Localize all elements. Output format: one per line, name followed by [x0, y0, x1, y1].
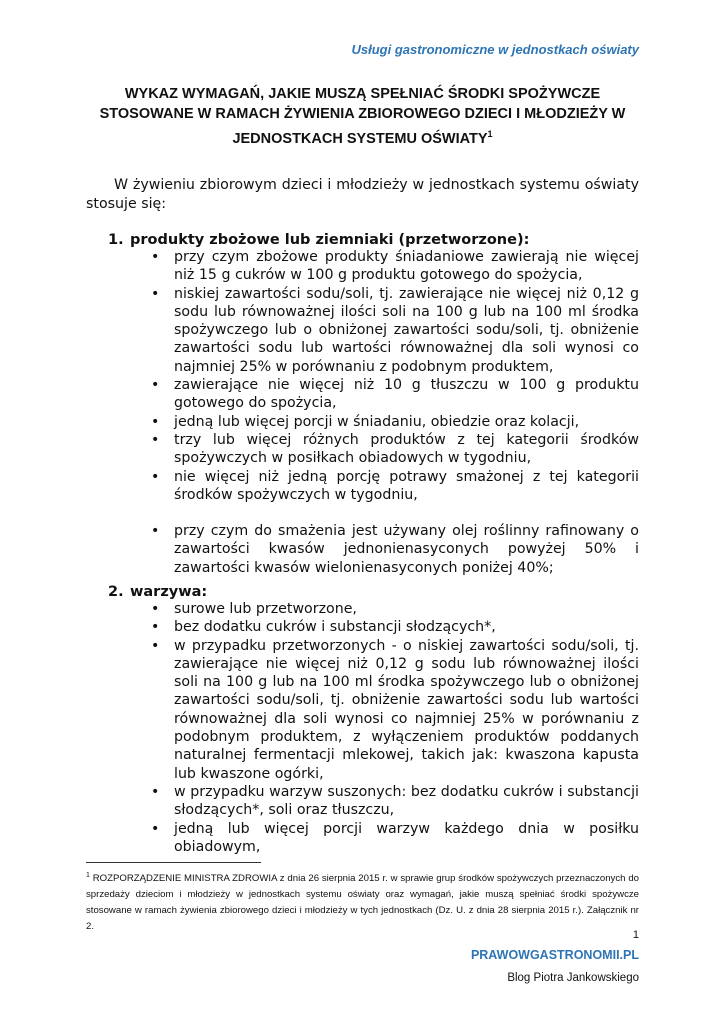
bullet-icon: • — [151, 468, 160, 485]
list-item: • nie więcej niż jedną porcję potrawy smażonej z tej kategorii środków spożywczych w tygodniu, — [151, 468, 639, 503]
footnote — [86, 868, 639, 935]
bullet-icon: • — [151, 783, 160, 800]
section-2-list — [148, 600, 639, 856]
list-item: • przy czym zbożowe produkty śniadaniowe zawierają nie więcej niż 15 g cukrów w 100 g produktu gotowego do spożycia, — [151, 249, 639, 284]
running-header: Usługi gastronomiczne w jednostkach oświaty — [351, 42, 639, 57]
bullet-icon: • — [151, 285, 160, 302]
list-item: • w przypadku warzyw suszonych: bez dodatku cukrów i substancji słodzących*, soli oraz tłuszczu, — [151, 783, 639, 819]
section-heading-text: produkty zbożowe lub ziemniaki (przetworzone): — [130, 232, 530, 248]
list-item: • jedną lub więcej porcji w śniadaniu, obiedzie oraz kolacji, — [151, 413, 580, 430]
page-number: 1 — [632, 929, 639, 941]
list-item: • jedną lub więcej porcji warzyw każdego dnia w posiłku obiadowym, — [151, 820, 639, 855]
section-heading-1 — [108, 231, 529, 249]
blog-caption: Blog Piotra Jankowskiego — [507, 972, 639, 984]
document-title — [86, 84, 639, 149]
intro-paragraph: W żywieniu zbiorowym dzieci i młodzieży w jednostkach systemu oświaty stosuje się: — [86, 177, 639, 212]
brand-link[interactable]: PRAWOWGASTRONOMII.PL — [470, 948, 639, 962]
list-item: • w przypadku przetworzonych - o niskiej zawartości sodu/soli, tj. zawierające nie więcej niż 0,12 g sodu lub równoważnej ilości soli na 100 g lub na 100 ml środka spożywczego lub o obniżonej zawartości sodu/soli, tj. obniżenie zawartości sodu lub wartości równoważnej dla soli wynosi co najmniej 25% w porównaniu z podobnym produktem, z wyłączeniem produktów poddanych naturalnej fermentacji mlekowej, takich jak: kwaszona kapusta lub kwaszone ogórki, — [151, 637, 639, 782]
section-number: 2. — [108, 584, 124, 600]
footnote-text: ROZPORZĄDZENIE MINISTRA ZDROWIA z dnia 26 sierpnia 2015 r. w sprawie grup środków spożywczych przeznaczonych do sprzedaży dzieciom i młodzieży w jednostkach systemu oświaty oraz wymagań, jakie muszą spełniać środki spożywcze stosowane w ramach żywienia zbiorowego dzieci i młodzieży w tych jednostkach (Dz. U. z dnia 28 sierpnia 2015 r.). Załącznik nr 2. — [86, 873, 639, 933]
bullet-icon: • — [151, 413, 160, 430]
list-item: • bez dodatku cukrów i substancji słodzących*, — [151, 619, 496, 636]
bullet-icon: • — [151, 249, 160, 265]
document-title-text: WYKAZ WYMAGAŃ, JAKIE MUSZĄ SPEŁNIAĆ ŚRODKI SPOŻYWCZE STOSOWANE W RAMACH ŻYWIENIA ZBIOROWEGO DZIECI I MŁODZIEŻY W JEDNOSTKACH SYSTEMU OŚWIATY — [99, 86, 626, 147]
bullet-icon: • — [151, 601, 160, 617]
list-item: • przy czym do smażenia jest używany olej roślinny rafinowany o zawartości kwasów jednonienasyconych powyżej 50% i zawartości kwasów wielonienasyconych poniżej 40%; — [151, 523, 639, 576]
section-heading-2 — [108, 583, 207, 601]
list-item: • zawierające nie więcej niż 10 g tłuszczu w 100 g produktu gotowego do spożycia, — [151, 377, 639, 412]
bullet-icon: • — [151, 377, 160, 394]
bullet-icon: • — [151, 523, 160, 540]
bullet-icon: • — [151, 637, 160, 654]
list-item: • niskiej zawartości sodu/soli, tj. zawierające nie więcej niż 0,12 g sodu lub równoważnej ilości soli na 100 g lub na 100 ml środka spożywczego lub o obniżonej zawartości sodu/soli, tj. obniżenie zawartości sodu lub wartości równoważnej dla soli wynosi co najmniej 25% w porównaniu z podobnym produktem, — [151, 285, 639, 375]
section-number: 1. — [108, 232, 124, 248]
list-item: • trzy lub więcej różnych produktów z tej kategorii środków spożywczych w posiłkach obiadowych w tygodniu, — [151, 431, 639, 467]
bullet-icon: • — [151, 619, 160, 636]
footnote-number: 1 — [86, 872, 90, 879]
list-item: • surowe lub przetworzone, — [151, 601, 357, 617]
title-footnote-ref[interactable]: 1 — [487, 129, 493, 139]
bullet-icon: • — [151, 820, 160, 837]
footnote-divider — [86, 862, 261, 863]
section-1-list — [148, 248, 639, 577]
section-heading-text: warzywa: — [130, 584, 208, 600]
bullet-icon: • — [151, 431, 160, 448]
